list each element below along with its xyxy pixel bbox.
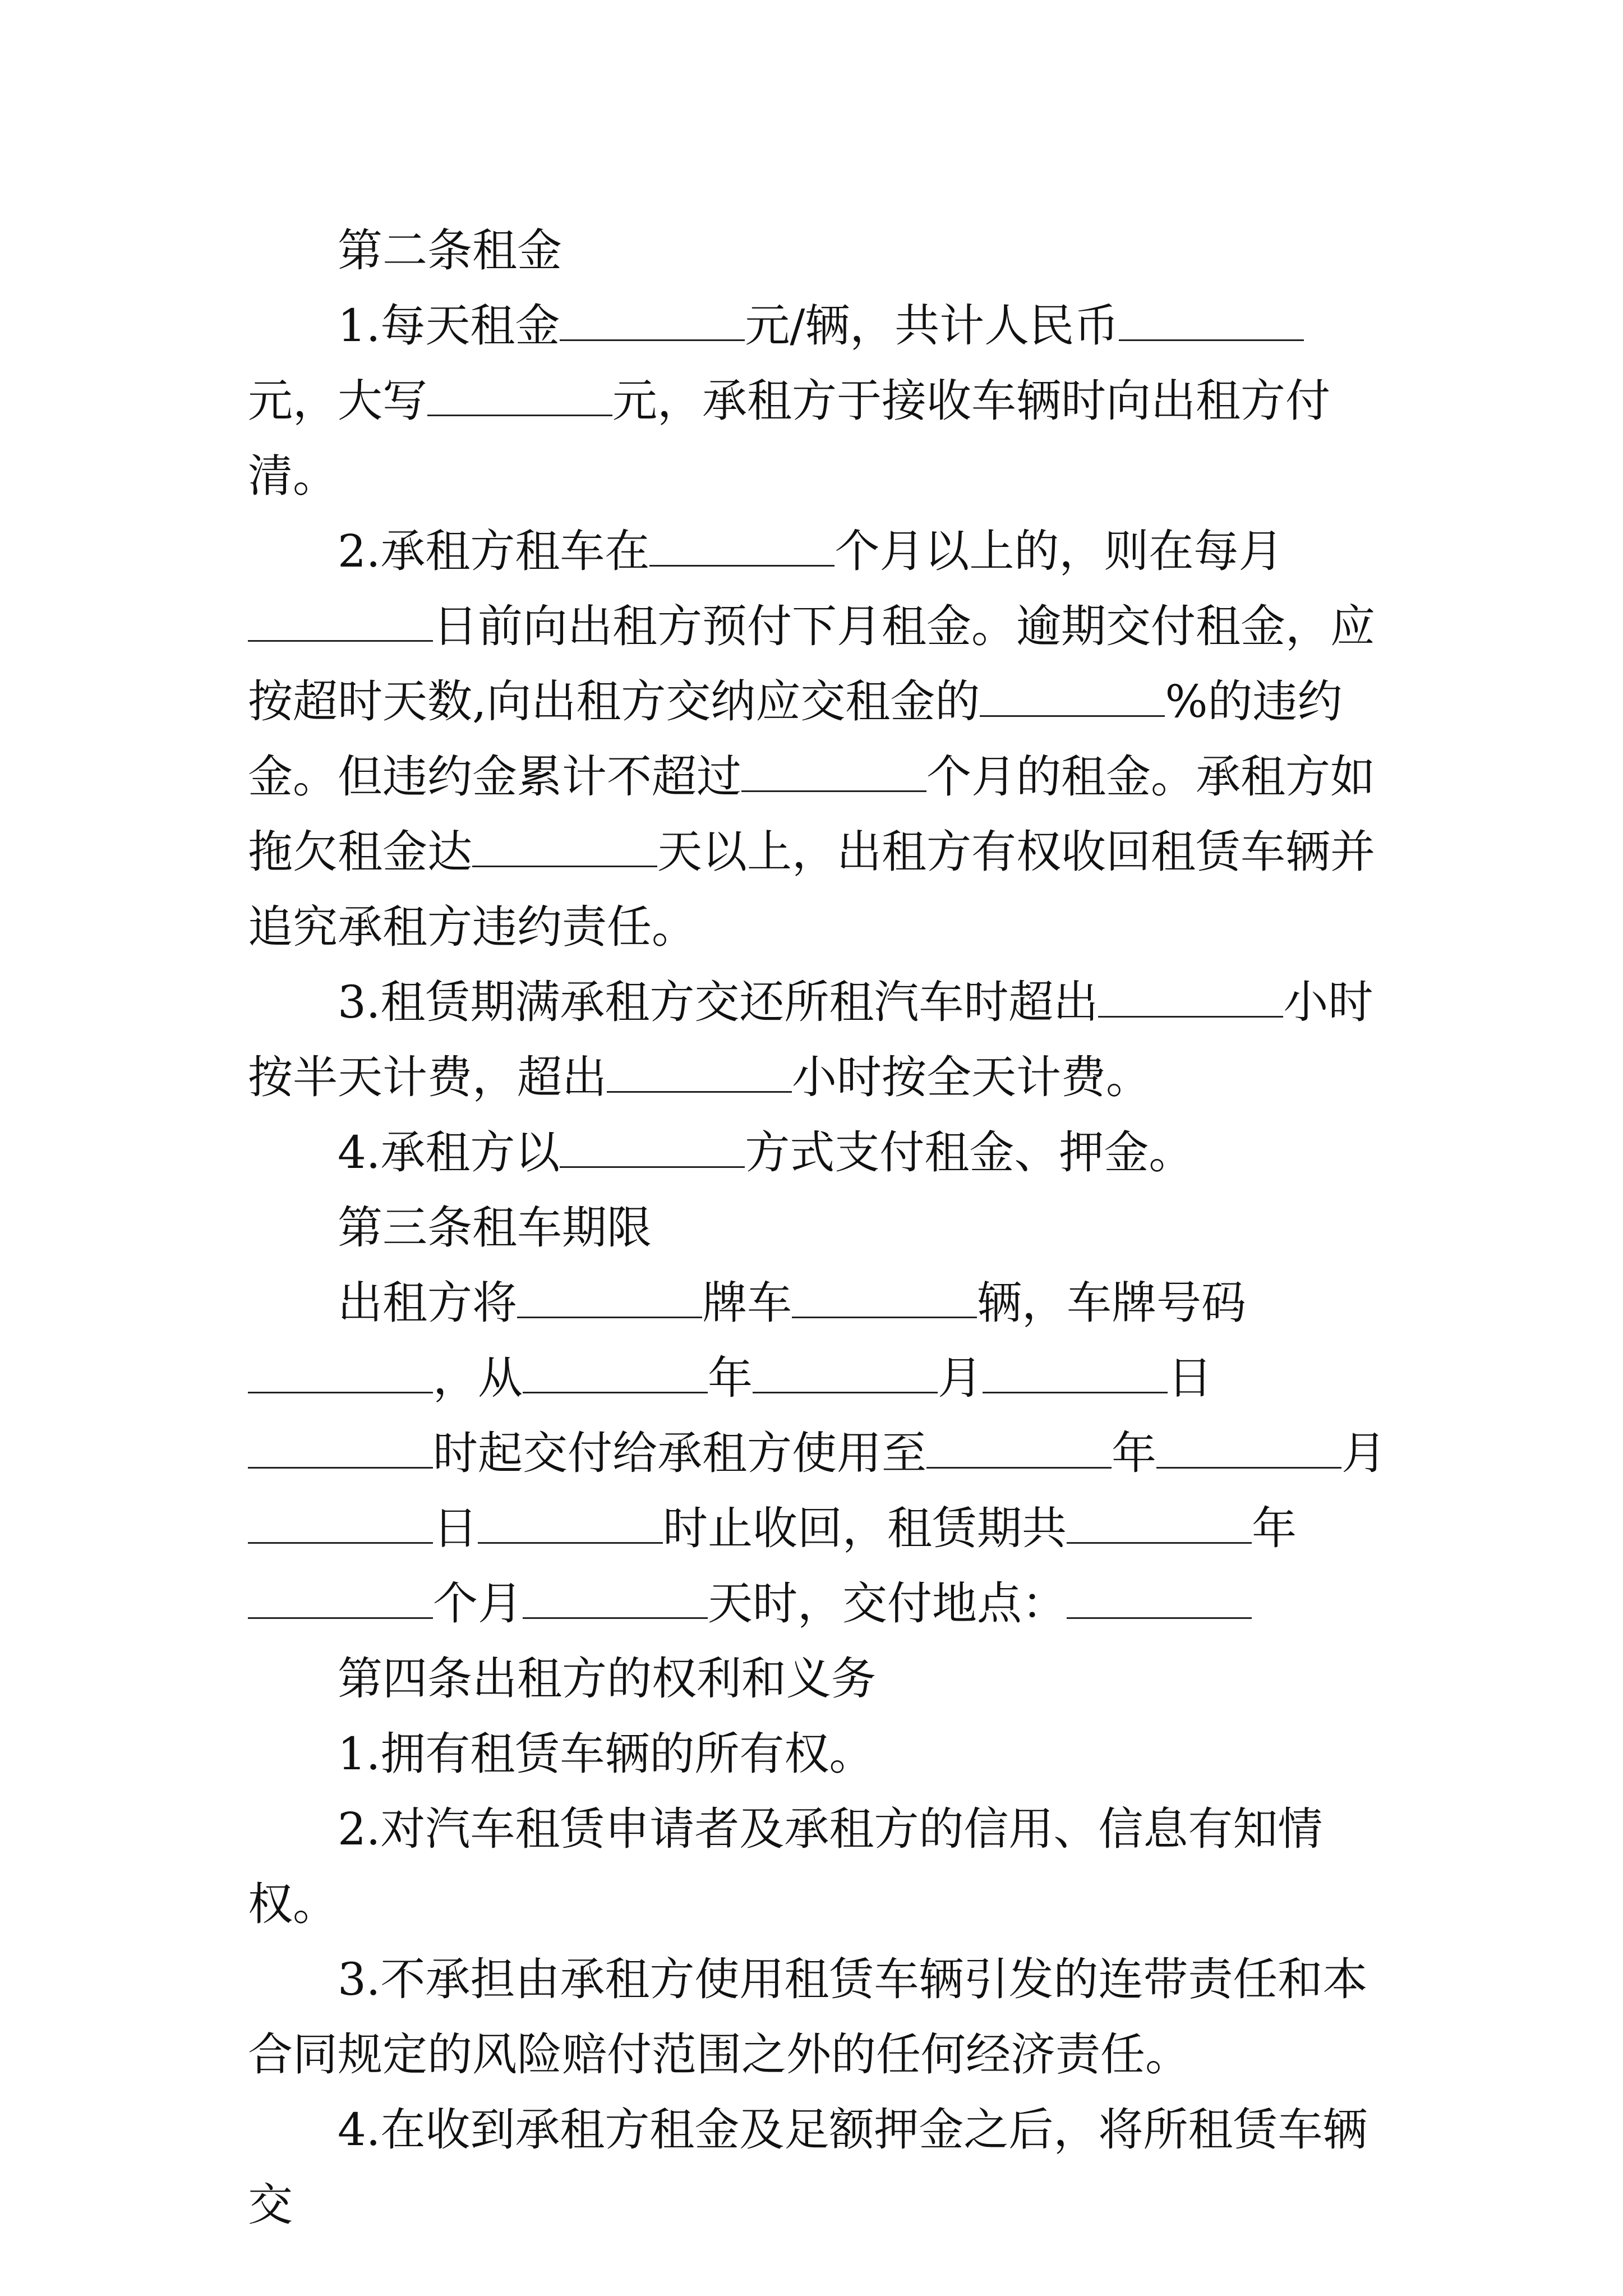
fill-in-blank[interactable] xyxy=(980,710,1165,717)
article-4-heading: 第四条出租方的权利和义务 xyxy=(338,1653,876,1705)
text-segment: 1.每天租金 xyxy=(338,300,560,352)
article-2-item-2 xyxy=(248,514,1386,965)
fill-in-blank[interactable] xyxy=(248,1461,433,1469)
article-4-item-2: 2.对汽车租赁申请者及承租方的信用、信息有知情权。 xyxy=(248,1803,1323,1930)
text-segment: ，从 xyxy=(433,1352,523,1404)
text-segment: 时止收回，租赁期共 xyxy=(663,1502,1067,1554)
fill-in-blank[interactable] xyxy=(248,634,433,642)
fill-in-blank[interactable] xyxy=(523,1386,708,1393)
text-segment: 月 xyxy=(938,1352,983,1404)
fill-in-blank[interactable] xyxy=(753,1386,938,1393)
fill-in-blank[interactable] xyxy=(1067,1612,1252,1619)
fill-in-blank[interactable] xyxy=(1156,1461,1341,1469)
article-2-item-4 xyxy=(248,1115,1386,1190)
fill-in-blank[interactable] xyxy=(983,1386,1168,1393)
fill-in-blank[interactable] xyxy=(1119,334,1304,341)
fill-in-blank[interactable] xyxy=(248,1536,433,1544)
text-segment: 日 xyxy=(433,1502,478,1554)
text-segment: %的违约金。但违约金累计不超过 xyxy=(248,675,1343,803)
text-segment: 牌车 xyxy=(702,1277,792,1329)
fill-in-blank[interactable] xyxy=(517,1311,702,1318)
text-segment: 个月以上的，则在每月 xyxy=(834,525,1284,577)
text-segment: 4.承租方以 xyxy=(338,1126,560,1179)
article-3-heading: 第三条租车期限 xyxy=(338,1202,652,1254)
text-segment: 方式支付租金、押金。 xyxy=(745,1126,1194,1179)
text-segment: 元，大写 xyxy=(248,375,427,427)
text-segment: 时起交付给承租方使用至 xyxy=(433,1427,926,1479)
text-segment: 辆，车牌号码 xyxy=(977,1277,1246,1329)
text-segment: 月 xyxy=(1341,1427,1386,1479)
text-segment: 小时按全天计费。 xyxy=(792,1051,1151,1103)
text-segment: 天时，交付地点： xyxy=(708,1577,1067,1630)
text-segment: 2.承租方租车在 xyxy=(338,525,650,577)
fill-in-blank[interactable] xyxy=(926,1461,1112,1469)
text-segment: 年 xyxy=(1112,1427,1156,1479)
article-2-heading: 第二条租金 xyxy=(338,224,562,277)
text-segment: 年 xyxy=(1252,1502,1297,1554)
fill-in-blank[interactable] xyxy=(248,1612,433,1619)
fill-in-blank[interactable] xyxy=(792,1311,977,1318)
fill-in-blank[interactable] xyxy=(478,1536,663,1544)
fill-in-blank[interactable] xyxy=(741,785,926,792)
article-4-item-3: 3.不承担由承租方使用租赁车辆引发的连带责任和本合同规定的风险赔付范围之外的任何经济责任。 xyxy=(248,1953,1368,2081)
text-segment: 个月 xyxy=(433,1577,523,1630)
text-segment: 个月的租金。承租方如拖欠租金达 xyxy=(248,751,1375,878)
fill-in-blank[interactable] xyxy=(472,860,657,867)
fill-in-blank[interactable] xyxy=(1098,1010,1283,1018)
text-segment: 元/辆，共计人民币 xyxy=(745,300,1119,352)
fill-in-blank[interactable] xyxy=(248,1386,433,1393)
article-2-item-1 xyxy=(248,288,1386,514)
article-3-paragraph xyxy=(248,1266,1386,1641)
fill-in-blank[interactable] xyxy=(523,1612,708,1619)
article-2-item-3 xyxy=(248,965,1386,1115)
article-4-item-1: 1.拥有租赁车辆的所有权。 xyxy=(338,1728,874,1780)
contract-page xyxy=(248,213,1386,2243)
text-segment: 3.租赁期满承租方交还所租汽车时超出 xyxy=(338,976,1099,1028)
text-segment: 元，承租方于接收车辆时向出租方付清。 xyxy=(248,375,1330,502)
fill-in-blank[interactable] xyxy=(649,559,834,567)
fill-in-blank[interactable] xyxy=(1067,1536,1252,1544)
article-4-item-4: 4.在收到承租方租金及足额押金之后，将所租赁车辆交 xyxy=(248,2104,1368,2231)
fill-in-blank[interactable] xyxy=(427,409,612,416)
text-segment: 日前向出租方预付下月租金。逾期交付租金，应按超时天数,向出租方交纳应交租金的 xyxy=(248,600,1375,728)
text-segment: 小时按半天计费，超出 xyxy=(248,976,1373,1103)
fill-in-blank[interactable] xyxy=(560,334,745,341)
text-segment: 出租方将 xyxy=(338,1277,517,1329)
fill-in-blank[interactable] xyxy=(560,1161,745,1168)
fill-in-blank[interactable] xyxy=(607,1085,792,1093)
text-segment: 日 xyxy=(1168,1352,1212,1404)
text-segment: 天以上，出租方有权收回租赁车辆并追究承租方违约责任。 xyxy=(248,826,1375,953)
text-segment: 年 xyxy=(708,1352,753,1404)
